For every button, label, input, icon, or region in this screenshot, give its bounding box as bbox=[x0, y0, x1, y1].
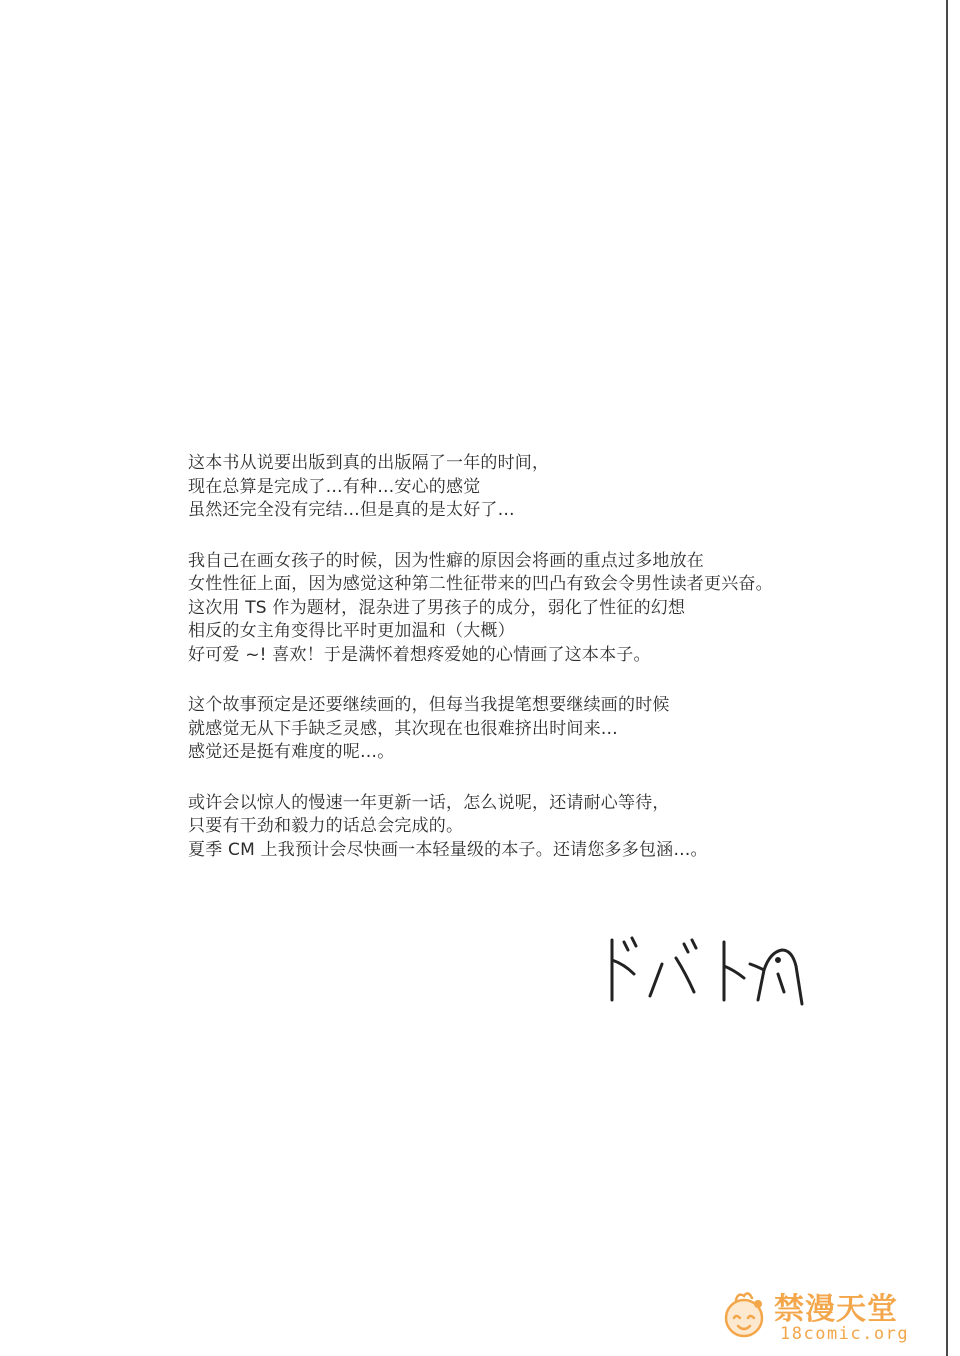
paragraph-2 bbox=[188, 550, 848, 668]
text-line: 女性性征上面，因为感觉这种第二性征带来的凹凸有致会令男性读者更兴奋。 bbox=[188, 574, 773, 594]
text-line: 这本书从说要出版到真的出版隔了一年的时间， bbox=[188, 453, 550, 473]
paragraph-3 bbox=[188, 694, 848, 765]
text-line: 或许会以惊人的慢速一年更新一话，怎么说呢，还请耐心等待， bbox=[188, 792, 670, 813]
text-line: 就感觉无从下手缺乏灵感，其次现在也很难挤出时间来… bbox=[188, 718, 618, 739]
text-line: 我自己在画女孩子的时候，因为性癖的原因会将画的重点过多地放在 bbox=[188, 550, 704, 571]
watermark-url: 18comic.org bbox=[780, 1324, 910, 1344]
text-line: 现在总算是完成了…有种…安心的感觉 bbox=[188, 476, 481, 497]
text-line: 好可爱 ~! 喜欢！于是满怀着想疼爱她的心情画了这本本子。 bbox=[188, 644, 651, 665]
signature-strokes bbox=[598, 930, 808, 1010]
paragraph-1 bbox=[188, 452, 848, 523]
watermark-title: 禁漫天堂 bbox=[774, 1292, 898, 1327]
handwritten-signature bbox=[598, 930, 808, 1010]
text-line: 这次用 TS 作为题材，混杂进了男孩子的成分，弱化了性征的幻想 bbox=[188, 597, 686, 618]
cartoon-mascot-icon bbox=[718, 1288, 770, 1340]
text-line: 虽然还完全没有完结…但是真的是太好了… bbox=[188, 500, 515, 520]
text-line: 夏季 CM 上我预计会尽快画一本轻量级的本子。还请您多多包涵…。 bbox=[188, 839, 708, 860]
text-line: 相反的女主角变得比平时更加温和（大概） bbox=[188, 621, 515, 641]
text-line: 这个故事预定是还要继续画的，但每当我提笔想要继续画的时候 bbox=[188, 695, 670, 715]
pigeon-doodle-icon bbox=[750, 950, 802, 1004]
site-watermark bbox=[718, 1284, 938, 1348]
paragraph-4 bbox=[188, 792, 848, 863]
page-edge-line bbox=[946, 0, 948, 1356]
text-line: 感觉还是挺有难度的呢…。 bbox=[188, 742, 395, 762]
afterword-text bbox=[188, 452, 848, 889]
text-line: 只要有干劲和毅力的话总会完成的。 bbox=[188, 816, 464, 836]
